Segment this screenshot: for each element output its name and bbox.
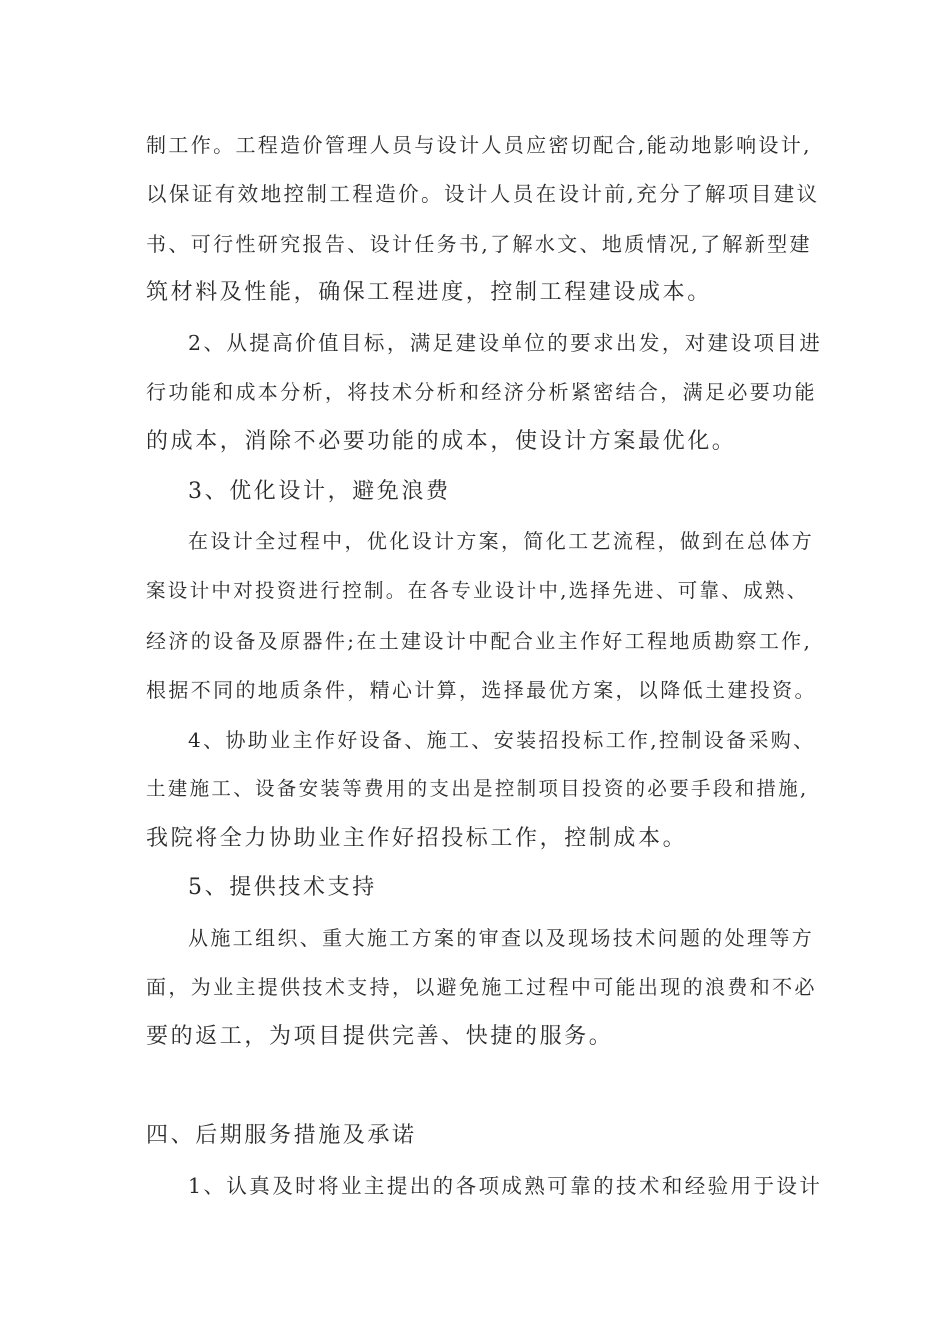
paragraph-line: 面，为业主提供技术支持，以避免施工过程中可能出现的浪费和不必 [146, 975, 817, 999]
paragraph-line: 以保证有效地控制工程造价。设计人员在设计前,充分了解项目建议 [146, 182, 820, 206]
paragraph-line: 2、从提高价值目标，满足建设单位的要求出发，对建设项目进 [188, 331, 823, 355]
paragraph-line: 经济的设备及原器件;在土建设计中配合业主作好工程地质勘察工作, [146, 629, 813, 653]
paragraph-line: 要的返工，为项目提供完善、快捷的服务。 [146, 1024, 614, 1049]
paragraph-line: 筑材料及性能，确保工程进度，控制工程建设成本。 [146, 280, 712, 305]
paragraph-line: 行功能和成本分析，将技术分析和经济分析紧密结合，满足必要功能 [146, 380, 817, 404]
paragraph-line: 在设计全过程中，优化设计方案，简化工艺流程，做到在总体方 [188, 529, 815, 553]
paragraph-line: 1、认真及时将业主提出的各项成熟可靠的技术和经验用于设计 [188, 1174, 823, 1198]
paragraph-line: 4、协助业主作好设备、施工、安装招投标工作,控制设备采购、 [188, 728, 816, 752]
paragraph-line: 土建施工、设备安装等费用的支出是控制项目投资的必要手段和措施, [146, 777, 809, 800]
paragraph-line: 制工作。工程造价管理人员与设计人员应密切配合,能动地影响设计, [146, 133, 812, 157]
paragraph-line: 的成本，消除不必要功能的成本，使设计方案最优化。 [146, 429, 737, 454]
paragraph-line: 案设计中对投资进行控制。在各专业设计中,选择先进、可靠、成熟、 [146, 579, 809, 602]
paragraph-line: 从施工组织、重大施工方案的审查以及现场技术问题的处理等方 [188, 926, 815, 950]
paragraph-line: 根据不同的地质条件，精心计算，选择最优方案，以降低土建投资。 [146, 678, 817, 702]
chapter-heading: 四、后期服务措施及承诺 [146, 1123, 417, 1148]
section-heading: 3、优化设计，避免浪费 [188, 479, 451, 504]
section-heading: 5、提供技术支持 [188, 875, 377, 900]
paragraph-line: 书、可行性研究报告、设计任务书,了解水文、地质情况,了解新型建 [146, 232, 812, 256]
paragraph-line: 我院将全力协助业主作好招投标工作，控制成本。 [146, 826, 688, 851]
